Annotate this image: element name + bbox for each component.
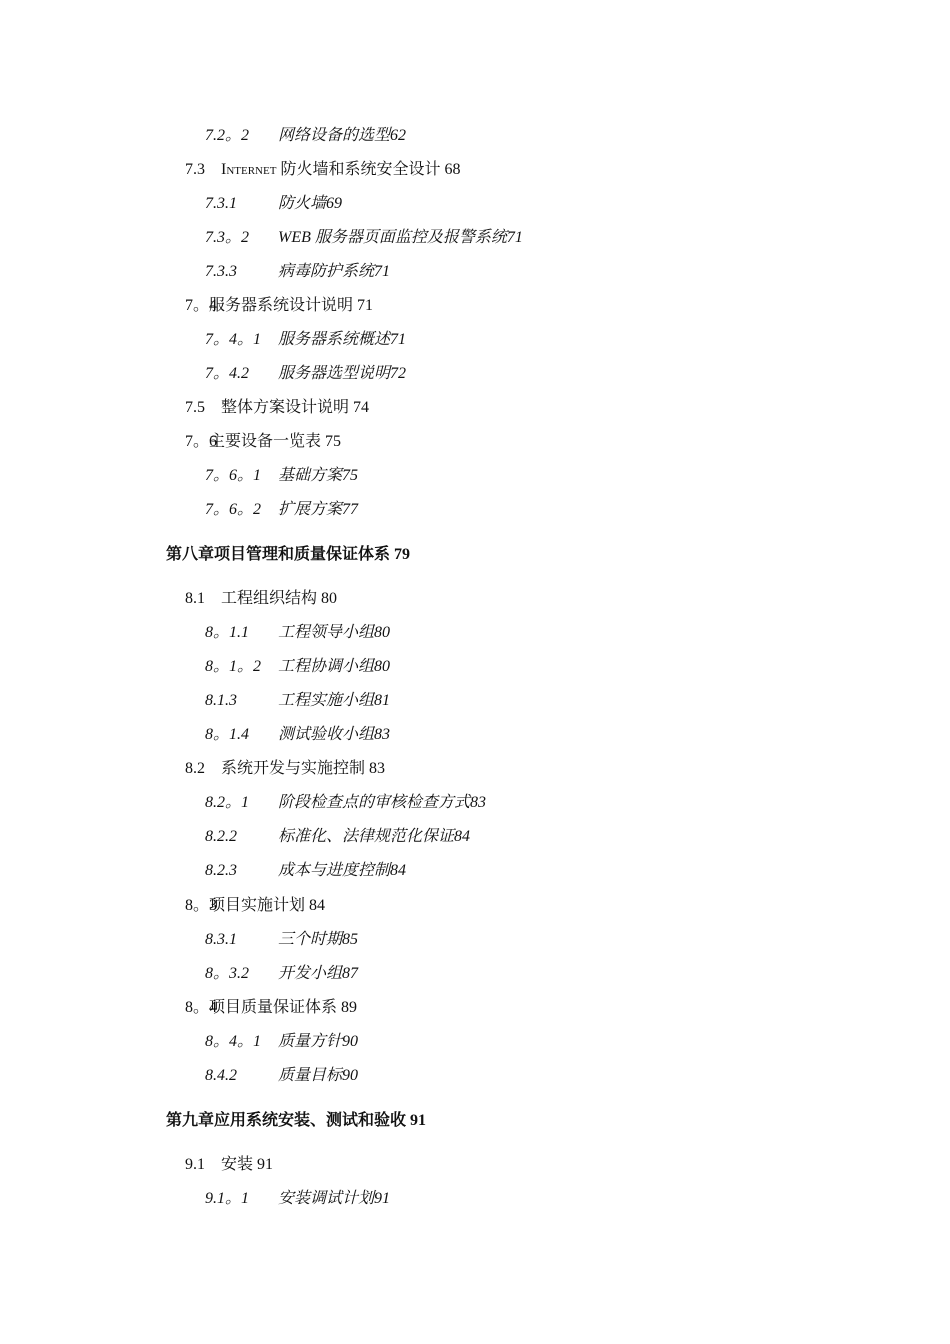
toc-number: 7.3 (185, 161, 205, 178)
toc-number: 7。6 (185, 433, 218, 450)
toc-number: 8.2.3 (205, 862, 237, 879)
toc-number: 8.4.2 (205, 1067, 237, 1084)
toc-number: 7。6。1 (205, 467, 262, 484)
toc-number: 8。4。1 (205, 1033, 262, 1050)
toc-title-group (221, 160, 460, 180)
toc-title: 工程实施小组81 (278, 692, 391, 709)
toc-number: 7.3.3 (205, 263, 237, 280)
toc-number: 8.1 (185, 590, 205, 607)
toc-number: 9.1 (185, 1156, 205, 1173)
toc-title: 系统开发与实施控制 83 (221, 760, 386, 777)
toc-number: 8。3 (185, 897, 218, 914)
toc-title: 项目质量保证体系 89 (209, 999, 358, 1016)
toc-title: 成本与进度控制84 (278, 862, 407, 879)
toc-number: 7.2。2 (205, 127, 250, 144)
toc-number: 8.2.2 (205, 828, 237, 845)
toc-title: 三个时期85 (278, 931, 359, 948)
toc-title-prefix: Internet (221, 161, 277, 178)
toc-title: 安装 91 (221, 1156, 274, 1173)
toc-title: 病毒防护系统71 (278, 263, 391, 280)
toc-title: 质量目标90 (278, 1067, 359, 1084)
toc-chapter-title: 第八章项目管理和质量保证体系 79 (166, 546, 411, 563)
toc-number: 7。6。2 (205, 501, 262, 518)
toc-title: 防火墙和系统安全设计 68 (276, 161, 461, 178)
toc-number: 7.3.1 (205, 195, 237, 212)
toc-chapter-9[interactable] (166, 1111, 426, 1131)
toc-chapter-8[interactable] (166, 545, 410, 565)
toc-title: 服务器系统概述71 (278, 331, 407, 348)
toc-title: 服务器选型说明72 (278, 365, 407, 382)
toc-title: 扩展方案77 (278, 501, 359, 518)
toc-number: 8。1.4 (205, 726, 250, 743)
toc-title: 标准化、法律规范化保证84 (278, 828, 471, 845)
toc-number: 7。4 (185, 297, 218, 314)
toc-number: 8.3.1 (205, 931, 237, 948)
toc-title: 主要设备一览表 75 (209, 433, 342, 450)
toc-number: 8。4 (185, 999, 218, 1016)
toc-title: 防火墙69 (278, 195, 343, 212)
toc-title: 工程协调小组80 (278, 658, 391, 675)
toc-number: 7。4.2 (205, 365, 250, 382)
toc-title: 工程领导小组80 (278, 624, 391, 641)
toc-title: 测试验收小组83 (278, 726, 391, 743)
toc-number: 8。1.1 (205, 624, 250, 641)
toc-number: 7.3。2 (205, 229, 250, 246)
toc-chapter-title: 第九章应用系统安装、测试和验收 91 (166, 1112, 427, 1129)
toc-number: 8.1.3 (205, 692, 237, 709)
toc-number: 7.5 (185, 399, 205, 416)
toc-title: 项目实施计划 84 (209, 897, 326, 914)
toc-number: 8.2 (185, 760, 205, 777)
toc-title: 网络设备的选型62 (278, 127, 407, 144)
toc-title: 服务器系统设计说明 71 (209, 297, 374, 314)
toc-number: 8.2。1 (205, 794, 250, 811)
toc-title: 开发小组87 (278, 965, 359, 982)
toc-title: 工程组织结构 80 (221, 590, 338, 607)
toc-title: 质量方针90 (278, 1033, 359, 1050)
toc-title: 安装调试计划91 (278, 1190, 391, 1207)
toc-title: 整体方案设计说明 74 (221, 399, 370, 416)
toc-title: 基础方案75 (278, 467, 359, 484)
toc-number: 8。3.2 (205, 965, 250, 982)
toc-title: 阶段检查点的审核检查方式83 (278, 794, 487, 811)
toc-number: 7。4。1 (205, 331, 262, 348)
toc-title: WEB 服务器页面监控及报警系统71 (278, 229, 523, 246)
toc-number: 9.1。1 (205, 1190, 250, 1207)
toc-number: 8。1。2 (205, 658, 262, 675)
